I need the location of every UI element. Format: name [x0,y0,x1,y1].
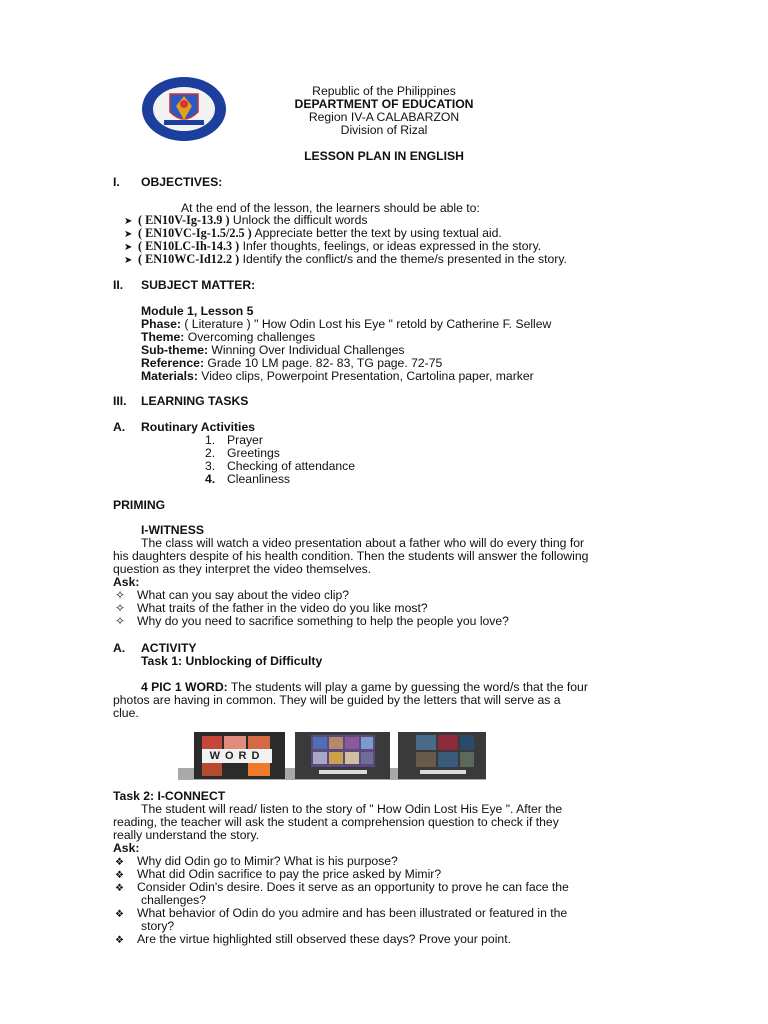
task2-question: ❖ What did Odin sacrifice to pay the price asked by Mimir? [115,867,442,881]
objective-item: ➤ ( EN10VC-Ig-1.5/2.5 ) Appreciate better the text by using textual aid. [124,226,502,240]
arrow-bullet-icon: ➤ [124,255,133,266]
theme-line: Theme: Overcoming challenges [141,330,316,344]
diamond-bullet-icon: ❖ [115,935,124,946]
subtheme-line: Sub-theme: Winning Over Individual Challenges [141,343,405,357]
objective-item: ➤ ( EN10LC-Ih-14.3 ) Infer thoughts, feelings, or ideas expressed in the story. [124,239,542,253]
header-division: Division of Rizal [340,123,428,137]
star-bullet-icon: ✧ [115,614,126,628]
priming-ask-label: Ask: [113,575,140,589]
video-grid-thumbnail [398,732,486,779]
word-tiles: WORD [202,749,272,763]
routine-item: 3. Checking of attendance [205,459,356,473]
header-republic: Republic of the Philippines [312,84,456,98]
star-bullet-icon: ✧ [115,588,126,602]
task2-question: ❖ Consider Odin's desire. Does it serve as an opportunity to prove he can face the [115,880,569,894]
task2-ask-label: Ask: [113,841,140,855]
subsection-num-a: A. [113,420,126,434]
section-num-iii: III. [113,394,127,408]
task2-question: ❖ Are the virtue highlighted still observed these days? Prove your point. [115,932,511,946]
lesson-plan-title: LESSON PLAN IN ENGLISH [304,149,464,163]
task1-heading: Task 1: Unblocking of Difficulty [141,654,323,668]
priming-heading: PRIMING [113,498,166,512]
task2-question-continued: story? [141,919,175,933]
routine-item: 2. Greetings [205,446,280,460]
arrow-bullet-icon: ➤ [124,242,133,253]
activity-num: A. [113,641,126,655]
header-department: DEPARTMENT OF EDUCATION [294,97,474,111]
objectives-heading: OBJECTIVES: [141,175,223,189]
video-grid-thumbnail [295,732,390,779]
diamond-bullet-icon: ❖ [115,883,124,894]
diamond-bullet-icon: ❖ [115,870,124,881]
routine-item: 4. Cleanliness [205,472,291,486]
game-description-line: 4 PIC 1 WORD: The students will play a game by guessing the word/s that the four [141,680,588,694]
materials-line: Materials: Video clips, Powerpoint Presentation, Cartolina paper, marker [141,369,534,383]
task2-heading: Task 2: I-CONNECT [113,789,226,803]
arrow-bullet-icon: ➤ [124,229,133,240]
routinary-heading: Routinary Activities [141,420,256,434]
objective-item: ➤ ( EN10V-Ig-13.9 ) Unlock the difficult words [124,213,368,227]
priming-paragraph-line: The class will watch a video presentation about a father who will do every thing for [141,536,585,550]
activity-heading: ACTIVITY [141,641,197,655]
arrow-bullet-icon: ➤ [124,216,133,227]
routine-item: 1. Prayer [205,433,263,447]
subject-matter-heading: SUBJECT MATTER: [141,278,256,292]
diamond-bullet-icon: ❖ [115,909,124,920]
task2-question-continued: challenges? [141,893,207,907]
section-num-ii: II. [113,278,124,292]
priming-paragraph-line: question as they interpret the video themselves. [113,562,372,576]
game-description-line: photos are having in common. They will be guided by the letters that will serve as a [113,693,561,707]
four-pic-one-word-thumbnail [194,732,285,779]
priming-paragraph-line: his daughters despite of his health condition. Then the students will answer the following [113,549,589,563]
game-description-line: clue. [113,706,139,720]
star-bullet-icon: ✧ [115,601,126,615]
task2-paragraph-line: reading, the teacher will ask the student a comprehension question to check if they [113,815,559,829]
objectives-intro: At the end of the lesson, the learners should be able to: [181,201,480,215]
learning-tasks-heading: LEARNING TASKS [141,394,249,408]
objective-item: ➤ ( EN10WC-Id12.2 ) Identify the conflict/s and the theme/s presented in the story. [124,252,567,266]
header-region: Region IV-A CALABARZON [308,110,460,124]
priming-question: ✧ What can you say about the video clip? [115,588,350,602]
phase-line: Phase: ( Literature ) " How Odin Lost his Eye " retold by Catherine F. Sellew [141,317,552,331]
reference-line: Reference: Grade 10 LM page. 82- 83, TG page. 72-75 [141,356,443,370]
priming-question: ✧ Why do you need to sacrifice something to help the people you love? [115,614,509,628]
task2-paragraph-line: The student will read/ listen to the story of " How Odin Lost His Eye ". After the [141,802,563,816]
task2-question: ❖ Why did Odin go to Mimir? What is his purpose? [115,854,398,868]
task2-question: ❖ What behavior of Odin do you admire and has been illustrated or featured in the [115,906,568,920]
task2-paragraph-line: really understand the story. [113,828,260,842]
section-num-i: I. [113,175,120,189]
module-label: Module 1, Lesson 5 [141,304,254,318]
diamond-bullet-icon: ❖ [115,857,124,868]
i-witness-heading: I-WITNESS [141,523,204,537]
priming-question: ✧ What traits of the father in the video do you like most? [115,601,428,615]
